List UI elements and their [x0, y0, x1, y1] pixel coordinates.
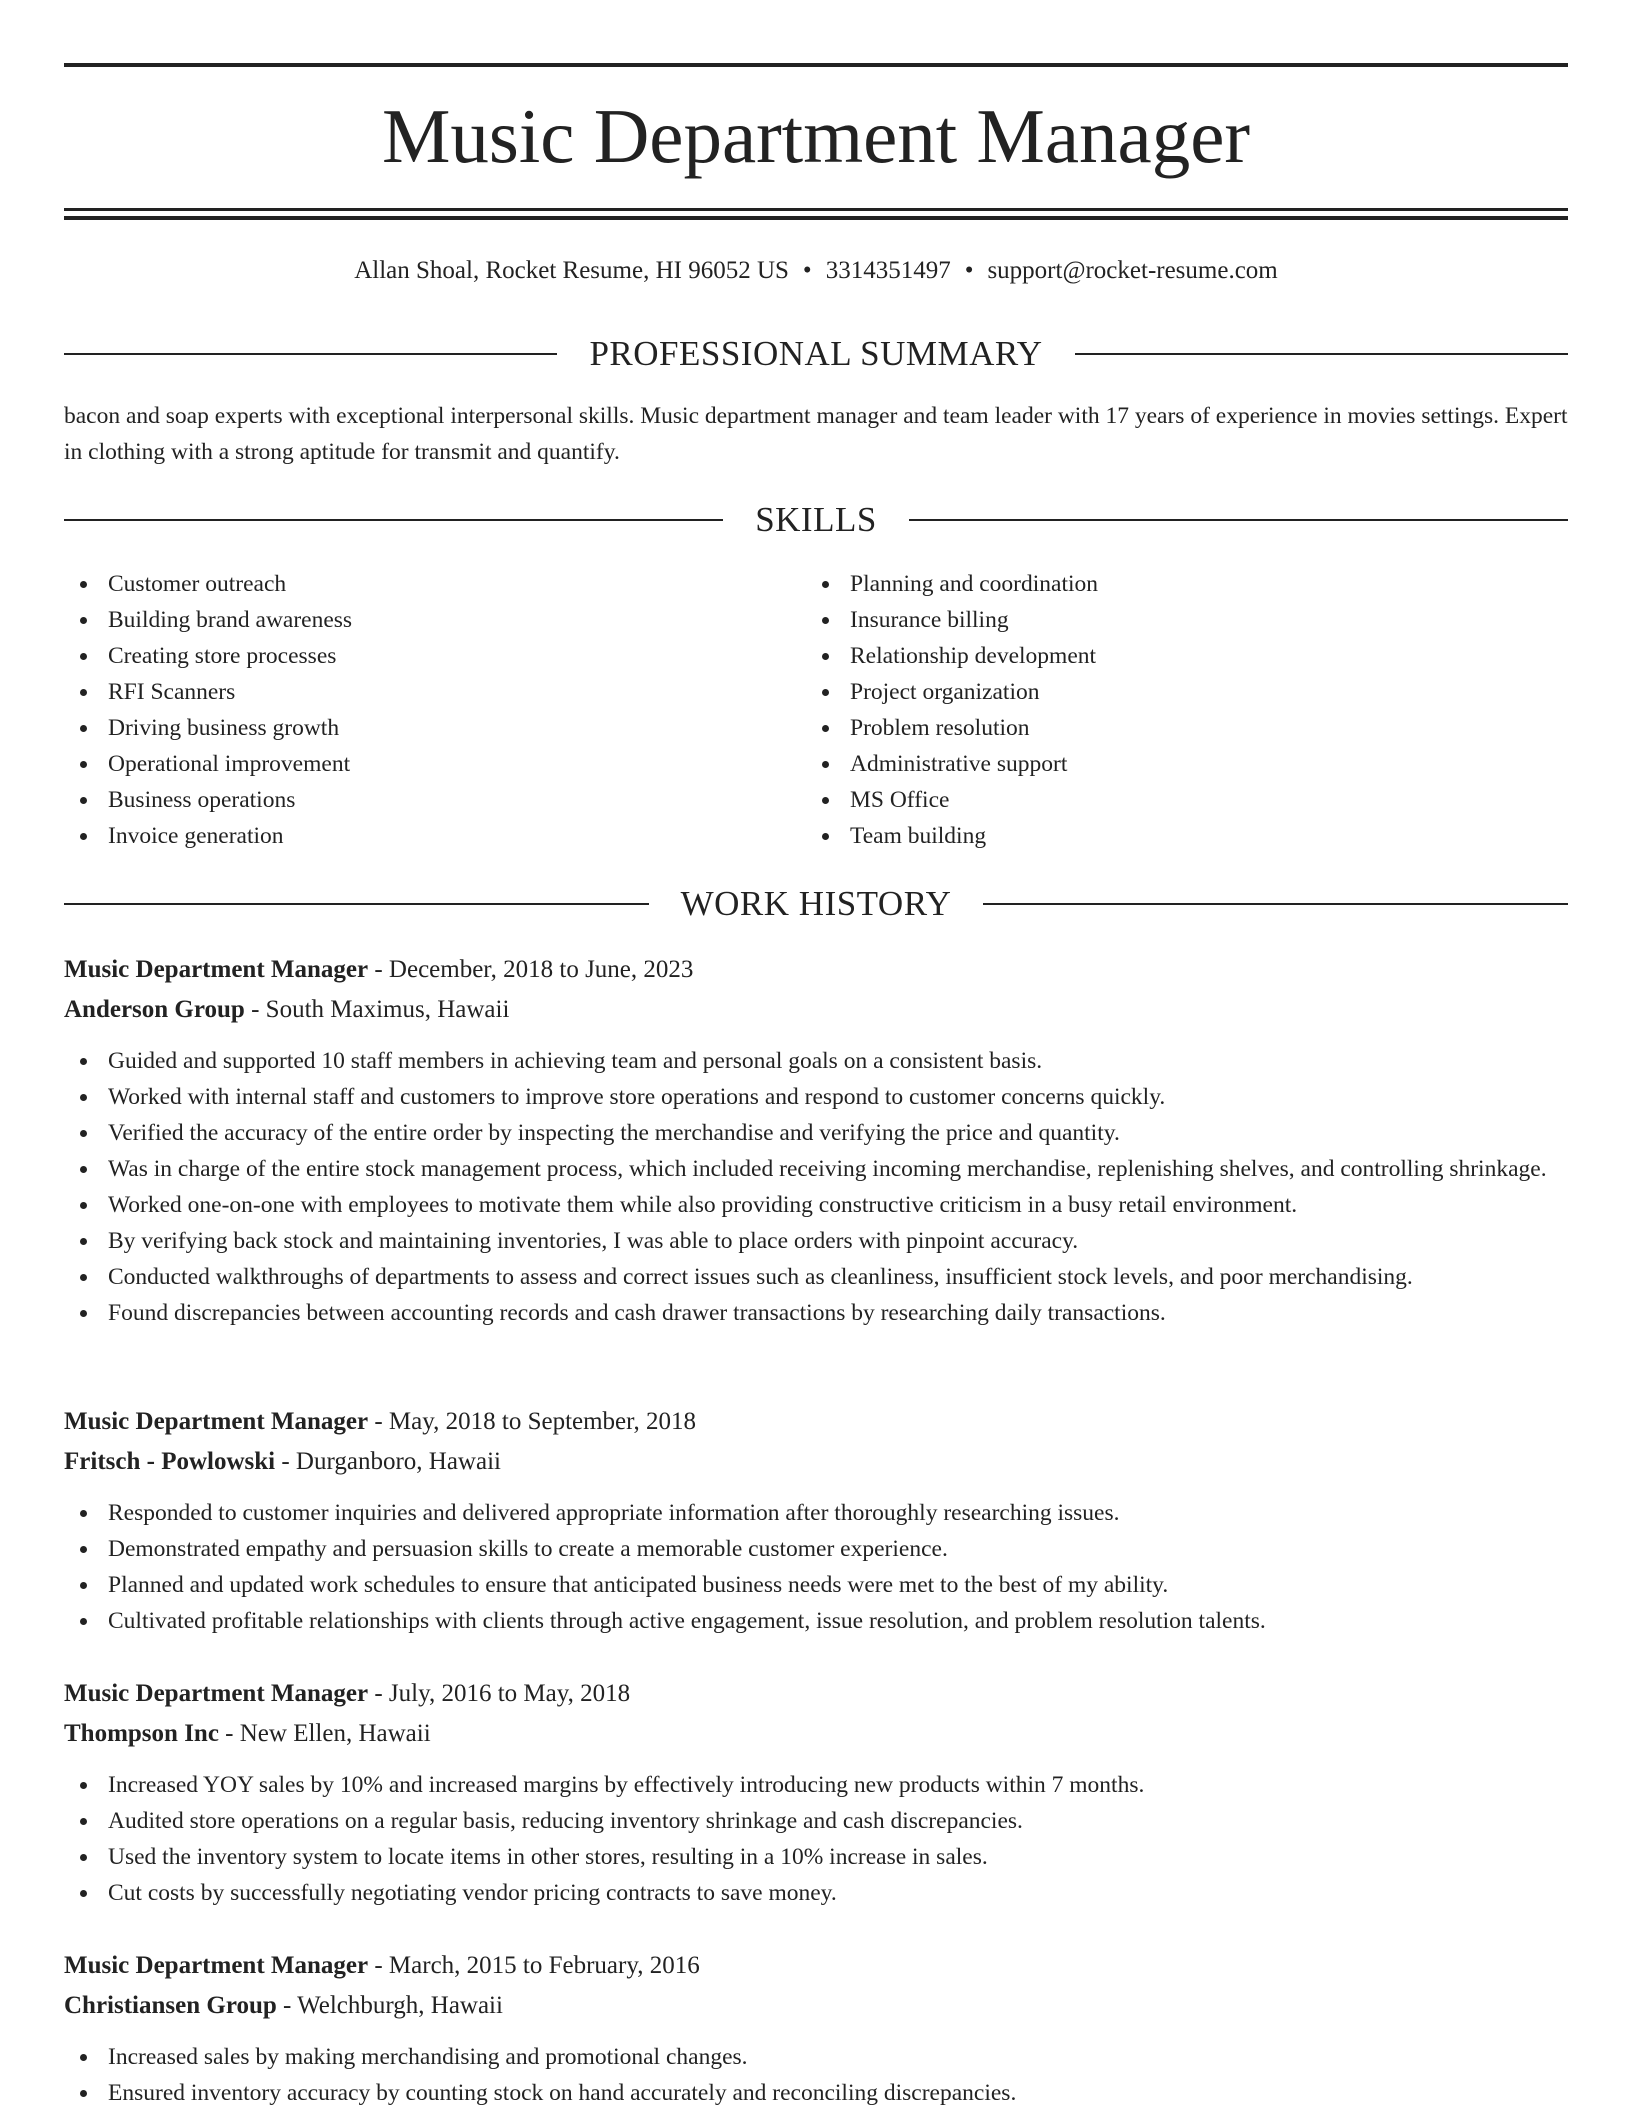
job-location: - Welchburgh, Hawaii — [276, 1992, 503, 2019]
list-item: Audited store operations on a regular basis, reducing inventory shrinkage and cash discrepancies. — [64, 1803, 1568, 1839]
job-entry — [64, 1946, 1568, 2111]
section-header-summary — [64, 332, 1568, 376]
section-rule-left — [64, 903, 649, 905]
list-item: Insurance billing — [806, 602, 1566, 638]
summary-text: bacon and soap experts with exceptional interpersonal skills. Music department manager and team leader with 17 years of experience in movies settings. Expert in clothing with a strong aptitude for transmit and quantify. — [64, 403, 1568, 465]
list-item: Customer outreach — [64, 566, 804, 602]
contact-separator: • — [964, 257, 974, 284]
section-title-skills: SKILLS — [755, 500, 877, 539]
list-item: Ensured inventory accuracy by counting stock on hand accurately and reconciling discrepancies. — [64, 2075, 1568, 2111]
job-company: Fritsch - Powlowski — [64, 1448, 276, 1475]
job-title: Music Department Manager — [64, 956, 369, 983]
job-entry — [64, 1674, 1568, 1911]
section-rule-right — [1075, 353, 1568, 355]
job-location: - South Maximus, Hawaii — [244, 996, 510, 1023]
skills-list-right — [806, 566, 1566, 854]
job-company-line — [64, 1442, 1568, 1482]
job-title-line — [64, 950, 1568, 990]
list-item: Increased YOY sales by 10% and increased margins by effectively introducing new products within 7 months. — [64, 1767, 1568, 1803]
list-item: Problem resolution — [806, 710, 1566, 746]
list-item: Verified the accuracy of the entire order by inspecting the merchandise and verifying the price and quantity. — [64, 1115, 1568, 1151]
job-bullets — [64, 1043, 1568, 1331]
section-rule-left — [64, 353, 557, 355]
job-title-line — [64, 1674, 1568, 1714]
list-item: Planned and updated work schedules to ensure that anticipated business needs were met to the best of my ability. — [64, 1567, 1568, 1603]
job-location: - Durganboro, Hawaii — [275, 1448, 501, 1475]
job-title: Music Department Manager — [64, 1680, 369, 1707]
job-location: - New Ellen, Hawaii — [218, 1720, 431, 1747]
list-item: Business operations — [64, 782, 804, 818]
list-item: Driving business growth — [64, 710, 804, 746]
job-dates: - July, 2016 to May, 2018 — [368, 1680, 631, 1707]
list-item: Operational improvement — [64, 746, 804, 782]
job-title: Music Department Manager — [64, 1408, 369, 1435]
section-header-skills — [64, 498, 1568, 542]
top-rule — [64, 63, 1568, 67]
list-item: Found discrepancies between accounting records and cash drawer transactions by researching daily transactions. — [64, 1295, 1568, 1331]
list-item: Cultivated profitable relationships with clients through active engagement, issue resolution, and problem resolution talents. — [64, 1603, 1568, 1639]
job-company-line — [64, 1986, 1568, 2026]
list-item: Worked with internal staff and customers to improve store operations and respond to customer concerns quickly. — [64, 1079, 1568, 1115]
list-item: Responded to customer inquiries and delivered appropriate information after thoroughly researching issues. — [64, 1495, 1568, 1531]
list-item: Invoice generation — [64, 818, 804, 854]
section-title-work: WORK HISTORY — [680, 884, 952, 923]
list-item: By verifying back stock and maintaining inventories, I was able to place orders with pinpoint accuracy. — [64, 1223, 1568, 1259]
list-item: Building brand awareness — [64, 602, 804, 638]
job-dates: - May, 2018 to September, 2018 — [368, 1408, 696, 1435]
job-entry — [64, 1402, 1568, 1639]
resume-title: Music Department Manager — [381, 93, 1251, 179]
contact-address: Allan Shoal, Rocket Resume, HI 96052 US — [354, 257, 789, 284]
list-item: Conducted walkthroughs of departments to assess and correct issues such as cleanliness, insufficient stock levels, and poor merchandising. — [64, 1259, 1568, 1295]
job-title-line — [64, 1402, 1568, 1442]
list-item: Increased sales by making merchandising and promotional changes. — [64, 2039, 1568, 2075]
list-item: Guided and supported 10 staff members in achieving team and personal goals on a consistent basis. — [64, 1043, 1568, 1079]
job-entry — [64, 950, 1568, 1331]
list-item: Relationship development — [806, 638, 1566, 674]
list-item: Administrative support — [806, 746, 1566, 782]
list-item: RFI Scanners — [64, 674, 804, 710]
list-item: MS Office — [806, 782, 1566, 818]
job-company: Christiansen Group — [64, 1992, 277, 2019]
list-item: Project organization — [806, 674, 1566, 710]
job-company-line — [64, 1714, 1568, 1754]
section-title-summary: PROFESSIONAL SUMMARY — [589, 334, 1043, 373]
job-bullets — [64, 2039, 1568, 2111]
contact-line — [64, 254, 1568, 288]
skills-list-left — [64, 566, 804, 854]
section-rule-right — [909, 519, 1568, 521]
list-item: Planning and coordination — [806, 566, 1566, 602]
contact-email: support@rocket-resume.com — [987, 257, 1278, 284]
section-header-work — [64, 882, 1568, 926]
job-company-line — [64, 990, 1568, 1030]
list-item: Worked one-on-one with employees to motivate them while also providing constructive criticism in a busy retail environment. — [64, 1187, 1568, 1223]
title-rule-lower — [64, 216, 1568, 220]
job-bullets — [64, 1767, 1568, 1911]
job-title: Music Department Manager — [64, 1952, 369, 1979]
job-bullets — [64, 1495, 1568, 1639]
job-dates: - December, 2018 to June, 2023 — [368, 956, 694, 983]
job-company: Thompson Inc — [64, 1720, 219, 1747]
job-title-line — [64, 1946, 1568, 1986]
contact-separator: • — [802, 257, 812, 284]
contact-phone: 3314351497 — [825, 257, 951, 284]
list-item: Cut costs by successfully negotiating vendor pricing contracts to save money. — [64, 1875, 1568, 1911]
list-item: Team building — [806, 818, 1566, 854]
list-item: Was in charge of the entire stock management process, which included receiving incoming merchandise, replenishing shelves, and controlling shrinkage. — [64, 1151, 1568, 1187]
job-dates: - March, 2015 to February, 2016 — [368, 1952, 700, 1979]
job-company: Anderson Group — [64, 996, 245, 1023]
title-rule-upper — [64, 208, 1568, 211]
section-rule-right — [983, 903, 1568, 905]
section-rule-left — [64, 519, 723, 521]
list-item: Demonstrated empathy and persuasion skills to create a memorable customer experience. — [64, 1531, 1568, 1567]
list-item: Used the inventory system to locate items in other stores, resulting in a 10% increase in sales. — [64, 1839, 1568, 1875]
list-item: Creating store processes — [64, 638, 804, 674]
